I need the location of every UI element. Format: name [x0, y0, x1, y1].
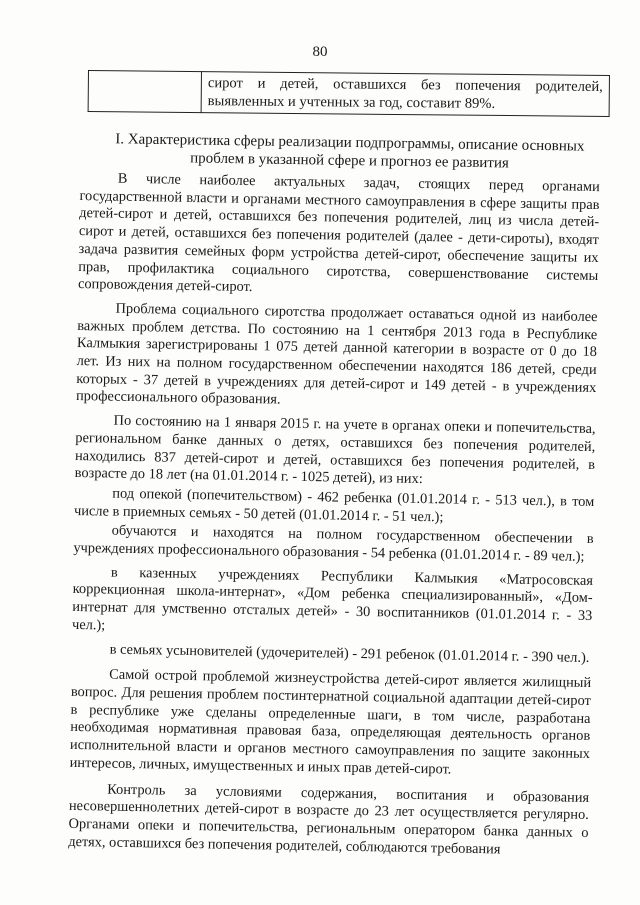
table-cell-right: сирот и детей, оставшихся без попечения родителей, выявленных и учтенных за год, составит 89%. [201, 72, 609, 117]
list-item-guardianship: под опекой (попечительством) - 462 ребенка (01.01.2014 г. - 513 чел.), в том числе в приемных семьях - 50 детей (01.01.2014 г. - 51 чел.); [73, 485, 595, 526]
list-item-state-institutions: в казенных учреждениях Республики Калмыкия «Матросовская коррекционная школа-интернат», «Дом ребенка специализированный», «Дом-интернат для умственно отсталых детей» - 30 воспитанников (01.01.2014 г. - 33 чел.); [71, 564, 594, 634]
list-item-adoptive-families: в семьях усыновителей (удочерителей) - 291 ребенок (01.01.2014 г. - 390 чел.). [109, 641, 590, 666]
paragraph-housing-problem: Самой острой проблемой жизнеустройства детей-сирот является жилищный вопрос. Для решения проблем постинтернатной социальной адаптации детей-сирот в республике уже сделаны определенные шаги, в том числе, разработана необходимая нормативная правовая база, определяющая деятельность органов исполнительной власти и органов местного самоуправления по защите законных интересов, личных, имущественных и иных прав детей-сирот. [69, 666, 592, 778]
body-text [68, 170, 600, 860]
paragraph-tasks: В числе наиболее актуальных задач, стоящих перед органами государственной власти и органами местного самоуправления в сфере защиты прав детей-сирот и детей, оставшихся без попечения родителей, лиц из числа детей-сирот и детей, оставшихся без попечения родителей (далее - дети-сироты), входят задача развития семейных форм устройства детей-сирот, обеспечение защиты их прав, профилактика социального сиротства, совершенствование системы сопровождения детей-сирот. [77, 170, 600, 296]
paragraph-statistics-2015: По состоянию на 1 января 2015 г. на учете в органах опеки и попечительства, региональном банке данных о детях, оставшихся без попечения родителей, находились 837 детей-сирот и детей, оставшихся без попечения родителей, в возрасте до 18 лет (на 01.01.2014 г. - 1025 детей), из них: [74, 412, 596, 488]
paragraph-control: Контроль за условиями содержания, воспитания и образования несовершеннолетних детей-сирот в возрасте до 23 лет осуществляется регулярно. Органами опеки и попечительства, региональным оператором банка данных о детях, оставшихся без попечения родителей, соблюдаются требования [68, 781, 590, 858]
list-item-professional-education: обучаются и находятся на полном государственном обеспечении в учреждениях профессионального образования - 54 ребенка (01.01.2014 г. - 89 чел.); [73, 522, 594, 565]
table-cell-left [88, 71, 201, 113]
paragraph-orphanhood-problem: Проблема социального сиротства продолжает оставаться одной из наиболее важных проблем детства. По состоянию на 1 сентября 2013 года в Республике Калмыкия зарегистрированы 1 075 детей данной категории в возрасте от 0 до 18 лет. Из них на полном государственном обеспечении находятся 186 детей, среди которых - 37 детей в учреждениях для детей-сирот и 149 детей - в учреждениях профессионального образования. [75, 300, 598, 408]
page-number: 80 [312, 44, 328, 60]
indicator-table [88, 70, 610, 117]
table-row [88, 71, 609, 117]
section-heading: I. Характеристика сферы реализации подпрограммы, описание основных проблем в указанной сфере и прогноз ее развития [115, 131, 585, 172]
